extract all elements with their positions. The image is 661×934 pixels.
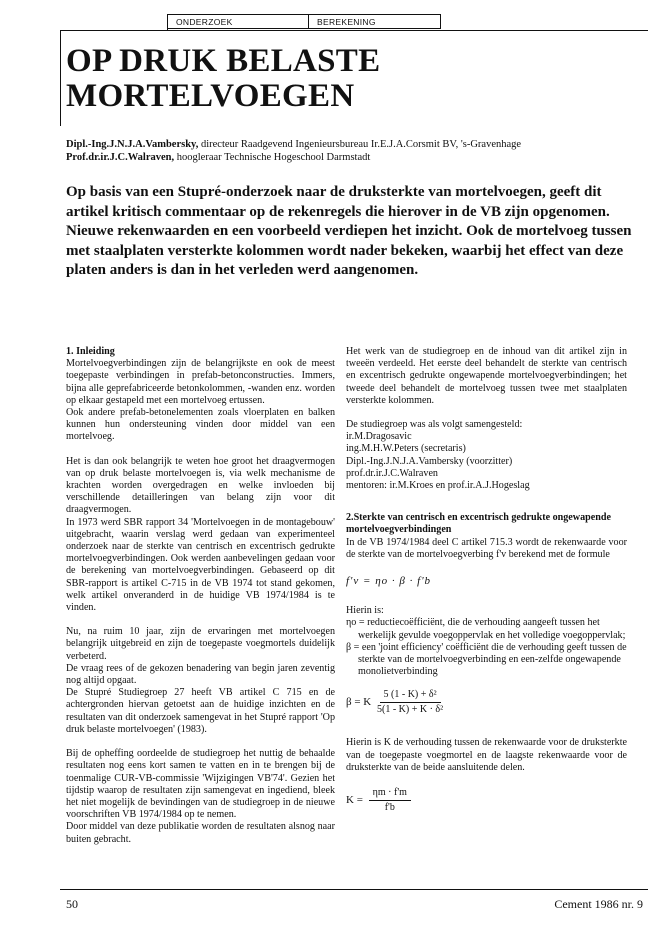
- paragraph: In 1973 werd SBR rapport 34 'Mortelvoegen in de montagebouw' uitgebracht, waarin verslag werd gedaan van experimenteel onderzoek naar de sterkte van centrisch en excentrisch gedrukte mortelvoegverbindingen. Ook werden aanbevelingen gedaan voor de berekening van mortelvoegverbindingen. Gebaseerd op dit SBR-rapport is artikel C-715 in de VB 1974 tot stand gekomen, welk artikel onveranderd in de huidige VB 1974/1984 is te vinden.: [66, 516, 335, 614]
- group-member: ir.M.Dragosavic: [346, 431, 412, 443]
- formula-beta: [346, 688, 627, 717]
- paragraph: Hierin is K de verhouding tussen de rekenwaarde voor de druksterkte van de toegepaste voegmortel en de laagste rekenwaarde voor de druksterkte van de beide aansluitende delen.: [346, 737, 627, 773]
- formula-k-fraction: [369, 786, 411, 815]
- paragraph: Nu, na ruim 10 jaar, zijn de ervaringen met mortelvoegen belangrijk uitgebreid en zijn de toegepaste voegmortels duidelijk verbeterd.: [66, 626, 335, 662]
- lead-paragraph: Op basis van een Stupré-onderzoek naar de druksterkte van mortelvoegen, geeft dit artikel kritisch commentaar op de rekenregels die hierover in de VB zijn opgenomen. Nieuwe rekenwaarden en een voorbeeld verdiepen het inzicht. Ook de mortelvoeg tussen met staalplaten versterkte kolommen wordt nader bekeken, waarbij het effect van deze platen anders is dan in het verleden werd aangenomen.: [66, 184, 632, 279]
- author-2-role: hoogleraar Technische Hogeschool Darmstadt: [174, 152, 371, 163]
- author-2: [66, 151, 521, 164]
- footer-rule: [60, 889, 648, 890]
- section-heading-1: 1. Inleiding: [66, 346, 115, 357]
- title-line-1: OP DRUK BELASTE: [66, 43, 381, 79]
- formula-beta-lhs: β = K: [346, 696, 372, 709]
- tab-onderzoek: ONDERZOEK: [168, 15, 309, 29]
- formula-beta-denominator: 5(1 - K) + K · δ²: [377, 704, 444, 716]
- paragraph: Het werk van de studiegroep en de inhoud van dit artikel zijn in tweeën verdeeld. Het eerste deel behandelt de sterkte van centrisch en excentrisch gedrukte ongewapende mortelvoegverbindingen; het tweede deel behandelt de mortelvoeg tussen twee met staalplaten versterkte kolommen.: [346, 346, 627, 406]
- author-1-role: directeur Raadgevend Ingenieursbureau Ir.E.J.A.Corsmit BV, 's-Gravenhage: [198, 139, 522, 150]
- author-2-name: Prof.dr.ir.J.C.Walraven,: [66, 152, 175, 163]
- column-left: [66, 346, 335, 858]
- group-member: prof.dr.ir.J.C.Walraven: [346, 467, 438, 479]
- group-member: ing.M.H.W.Peters (secretaris): [346, 443, 466, 455]
- paragraph: De vraag rees of de gekozen benadering van begin jaren zeventig nog altijd opgaat.: [66, 662, 335, 687]
- header-rule: [60, 30, 648, 31]
- formula-strength: f'v = ηo · β · f'b: [346, 575, 432, 588]
- formula-beta-fraction: [377, 688, 443, 717]
- section-tabs: [167, 14, 441, 30]
- group-member: Dipl.-Ing.J.N.J.A.Vambersky (voorzitter): [346, 455, 513, 467]
- paragraph: In de VB 1974/1984 deel C artikel 715.3 wordt de rekenwaarde voor de sterkte van de mortelvoegverbing f'v berekend met de formule: [346, 536, 627, 560]
- section-heading-2: 2.Sterkte van centrisch en excentrisch gedrukte ongewapende mortelvoegverbindingen: [346, 512, 611, 536]
- tab-berekening: BEREKENING: [309, 15, 441, 29]
- paragraph: De Stupré Studiegroep 27 heeft VB artikel C 715 en de achtergronden hiervan getoetst aan de huidige inzichten en de resultaten van dit onderzoek samengevat in het Stupré rapport 'Op druk belaste mortelvoegen' (1983).: [66, 687, 335, 735]
- group-mentors: mentoren: ir.M.Kroes en prof.ir.A.J.Hogeslag: [346, 480, 530, 492]
- paragraph: Ook andere prefab-betonelementen zoals vloerplaten en balken kunnen hun ondersteuning vinden door middel van een mortelvoeg.: [66, 407, 335, 443]
- author-1-name: Dipl.-Ing.J.N.J.A.Vambersky,: [66, 139, 199, 150]
- author-block: [66, 138, 521, 164]
- article-title: [66, 44, 380, 114]
- definition-eta: ηo = reductiecoëfficiënt, die de verhouding aangeeft tussen het werkelijk gevulde voegoppervlak en het volledige voegoppervlak;: [346, 617, 626, 641]
- author-1: [66, 138, 521, 151]
- hierin-label: Hierin is:: [346, 605, 384, 617]
- group-intro: De studiegroep was als volgt samengesteld:: [346, 419, 523, 431]
- title-line-2: MORTELVOEGEN: [66, 78, 355, 114]
- paragraph: Bij de opheffing oordeelde de studiegroep het nuttig de behaalde resultaten nog eens kort samen te vatten en in te brengen bij de toenmalige CUR-VB-commissie 'Wijzigingen VB'74'. Gezien het tijdstip waarop de resultaten zijn samengevat en ingediend, bleek het niet mogelijk de bevindingen van de studiegroep in de nieuwe voorschriften VB 1974/1984 op te nemen.: [66, 748, 335, 821]
- paragraph: Mortelvoegverbindingen zijn de belangrijkste en ook de meest toegepaste verbindingen in prefab-betonconstructies. Immers, bijna alle geprefabriceerde betonkolommen, -wanden enz. worden op elkaar gestapeld met een mortelvoeg ertussen.: [66, 358, 335, 406]
- formula-k-lhs: K =: [346, 794, 363, 807]
- paragraph: Door middel van deze publikatie worden de resultaten alsnog naar buiten gebracht.: [66, 821, 335, 845]
- formula-k: [346, 786, 627, 815]
- title-side-rule: [60, 30, 61, 126]
- formula-k-numerator: ηm · f'm: [369, 786, 411, 801]
- magazine-issue: Cement 1986 nr. 9: [554, 897, 643, 911]
- paragraph: Het is dan ook belangrijk te weten hoe groot het draagvermogen van op druk belaste mortelvoegen is, via welk mechanisme de krachten worden overgedragen en welke invloeden bij verschillende detailleringen van belang zijn voor dit draagvermogen.: [66, 455, 335, 516]
- formula-beta-numerator: 5 (1 - K) + δ²: [380, 688, 441, 703]
- column-right: [346, 346, 627, 835]
- definition-beta: β = een 'joint efficiency' coëfficiënt die de verhouding geeft tussen de sterkte van de mortelvoegverbinding en een-zelfde ongewapende monolietverbinding: [346, 641, 627, 678]
- formula-k-denominator: f'b: [384, 802, 395, 814]
- page-number: 50: [66, 897, 78, 911]
